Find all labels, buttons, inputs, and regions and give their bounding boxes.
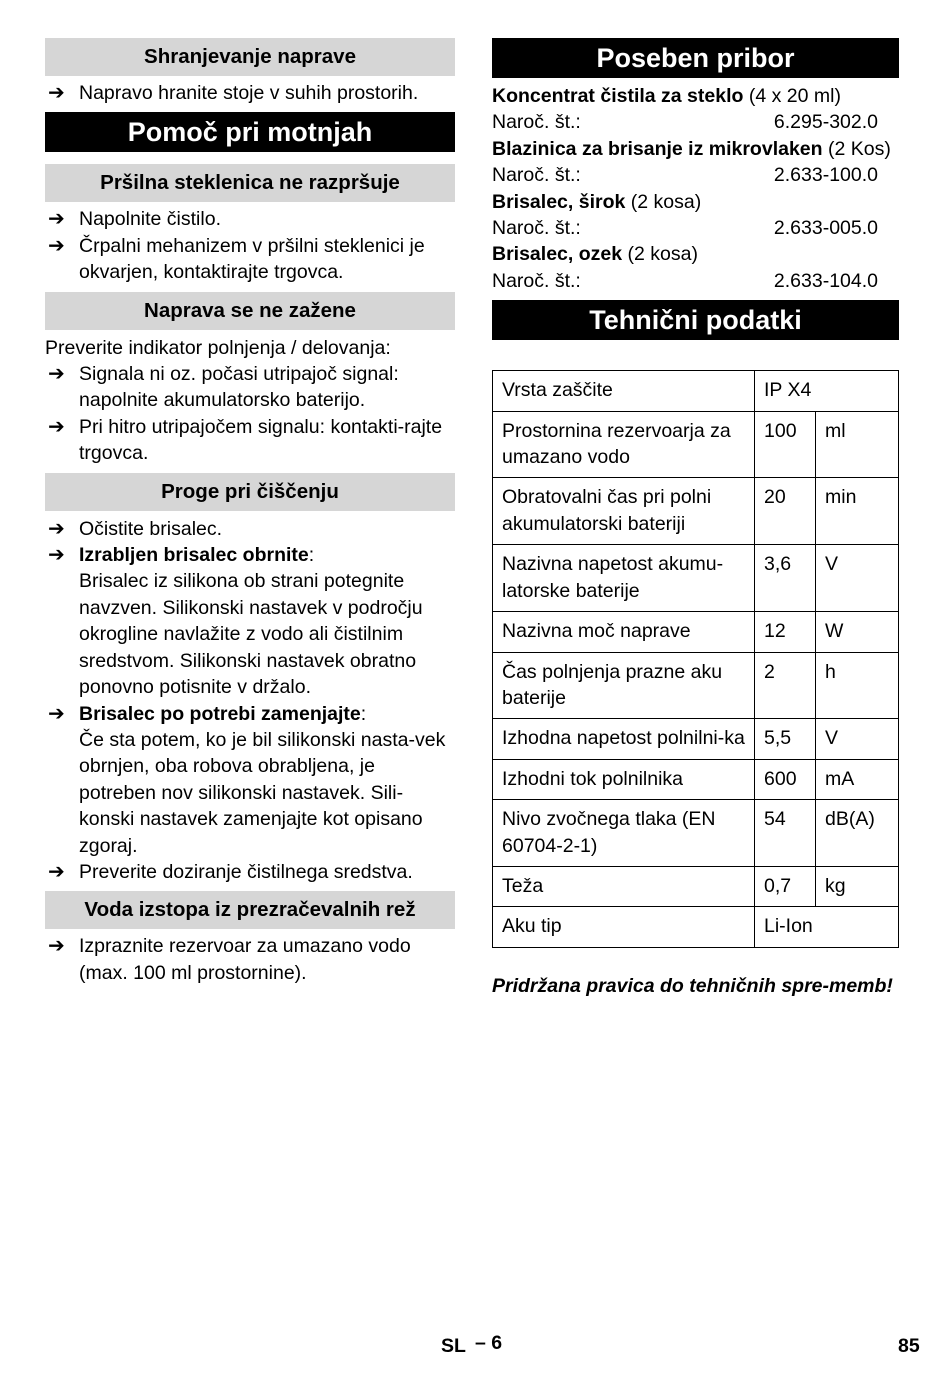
footer-dash: – (475, 1332, 486, 1354)
arrow-right-icon: ➔ (48, 860, 65, 883)
table-row: Obratovalni čas pri polni akumulatorski bateriji 20 min (493, 478, 899, 545)
accessories-title: Poseben pribor (492, 38, 899, 78)
table-row: Prostornina rezervoarja za umazano vodo 100 ml (493, 411, 899, 478)
list-item: ➔ Izpraznite rezervoar za umazano vodo (max. 100 ml prostornine). (48, 935, 411, 984)
accessory-item: Brisalec, ozek (2 kosa) Naroč. št.: 2.633-104.0 (492, 243, 878, 292)
list-item: ➔ Napravo hranite stoje v suhih prostorih. (45, 80, 455, 106)
arrow-right-icon: ➔ (48, 935, 65, 958)
left-column (45, 38, 455, 986)
table-row: Teža 0,7 kg (493, 866, 899, 906)
accessory-item: Blazinica za brisanje iz mikrovlaken (2 Kos) Naroč. št.: 2.633-100.0 (492, 137, 891, 187)
footer-section-page: 6 (491, 1332, 503, 1354)
arrow-right-icon: ➔ (48, 517, 65, 540)
table-row: Izhodni tok polnilnika 600 mA (493, 759, 899, 799)
list-item: ➔ Izrabljen brisalec obrnite: Brisalec iz silikona ob strani potegnite navzven. Silikonski nastavek v področju okrogline navlažite z vodo ali čistilnim sredstvom. Silikonski nastavek obratno ponovno potisnite v držalo. (48, 544, 423, 699)
footer-section (441, 1333, 502, 1359)
table-row: Nazivna moč naprave 12 W (493, 612, 899, 652)
list-item: ➔ Signala ni oz. počasi utripajoč signal: napolnite akumulatorsko baterijo. (48, 363, 399, 412)
table-row: Nivo zvočnega tlaka (EN 60704-2-1) 54 dB(A) (493, 800, 899, 867)
arrow-right-icon: ➔ (48, 415, 65, 438)
no-start-intro: Preverite indikator polnjenja / delovanja: (45, 336, 391, 359)
list-item: ➔ Pri hitro utripajočem signalu: kontakti-rajte trgovca. (48, 415, 443, 465)
table-row: Aku tip Li-Ion (493, 907, 899, 947)
arrow-right-icon: ➔ (48, 82, 65, 104)
troubleshooting-title: Pomoč pri motnjah (45, 112, 455, 152)
arrow-right-icon: ➔ (48, 208, 65, 231)
arrow-right-icon: ➔ (48, 363, 65, 386)
tech-table (492, 370, 899, 948)
arrow-right-icon: ➔ (48, 544, 65, 567)
table-row: Izhodna napetost polnilni-ka 5,5 V (493, 719, 899, 759)
table-row: Vrsta zaščite IP X4 (493, 371, 899, 411)
footer-lang: SL (441, 1335, 466, 1357)
list-item: ➔ Preverite doziranje čistilnega sredstva. (45, 859, 455, 885)
accessories-list (492, 83, 899, 294)
list-item: ➔ Napolnite čistilo. (45, 206, 455, 232)
list-item: ➔ Črpalni mehanizem v pršilni steklenici je okvarjen, kontaktirajte trgovca. (48, 234, 425, 284)
list-item: ➔ Brisalec po potrebi zamenjajte: Če sta potem, ko je bil silikonski nasta-vek obrnjen, oba robova obrabljena, je potreben nov silikonski nastavek. Sili-konski nastavek zamenjajte kot opisano zgoraj. (48, 702, 446, 857)
arrow-right-icon: ➔ (48, 234, 65, 257)
tech-title: Tehnični podatki (492, 300, 899, 340)
no-start-heading: Naprava se ne zažene (45, 292, 455, 330)
streaks-heading: Proge pri čiščenju (45, 473, 455, 511)
page-number: 85 (898, 1335, 920, 1357)
storage-heading: Shranjevanje naprave (45, 38, 455, 76)
vents-heading: Voda izstopa iz prezračevalnih rež (45, 891, 455, 929)
technical-changes-note: Pridržana pravica do tehničnih spre-memb! (492, 974, 893, 997)
arrow-right-icon: ➔ (48, 702, 65, 725)
accessory-item: Koncentrat čistila za steklo (4 x 20 ml) Naroč. št.: 6.295-302.0 (492, 85, 878, 134)
accessory-item: Brisalec, širok (2 kosa) Naroč. št.: 2.633-005.0 (492, 190, 878, 240)
table-row: Čas polnjenja prazne aku baterije 2 h (493, 652, 899, 719)
right-column (492, 38, 899, 999)
table-row: Nazivna napetost akumu-latorske baterije 3,6 V (493, 545, 899, 612)
spray-heading: Pršilna steklenica ne razpršuje (45, 164, 455, 202)
list-item: ➔ Očistite brisalec. (45, 516, 455, 542)
